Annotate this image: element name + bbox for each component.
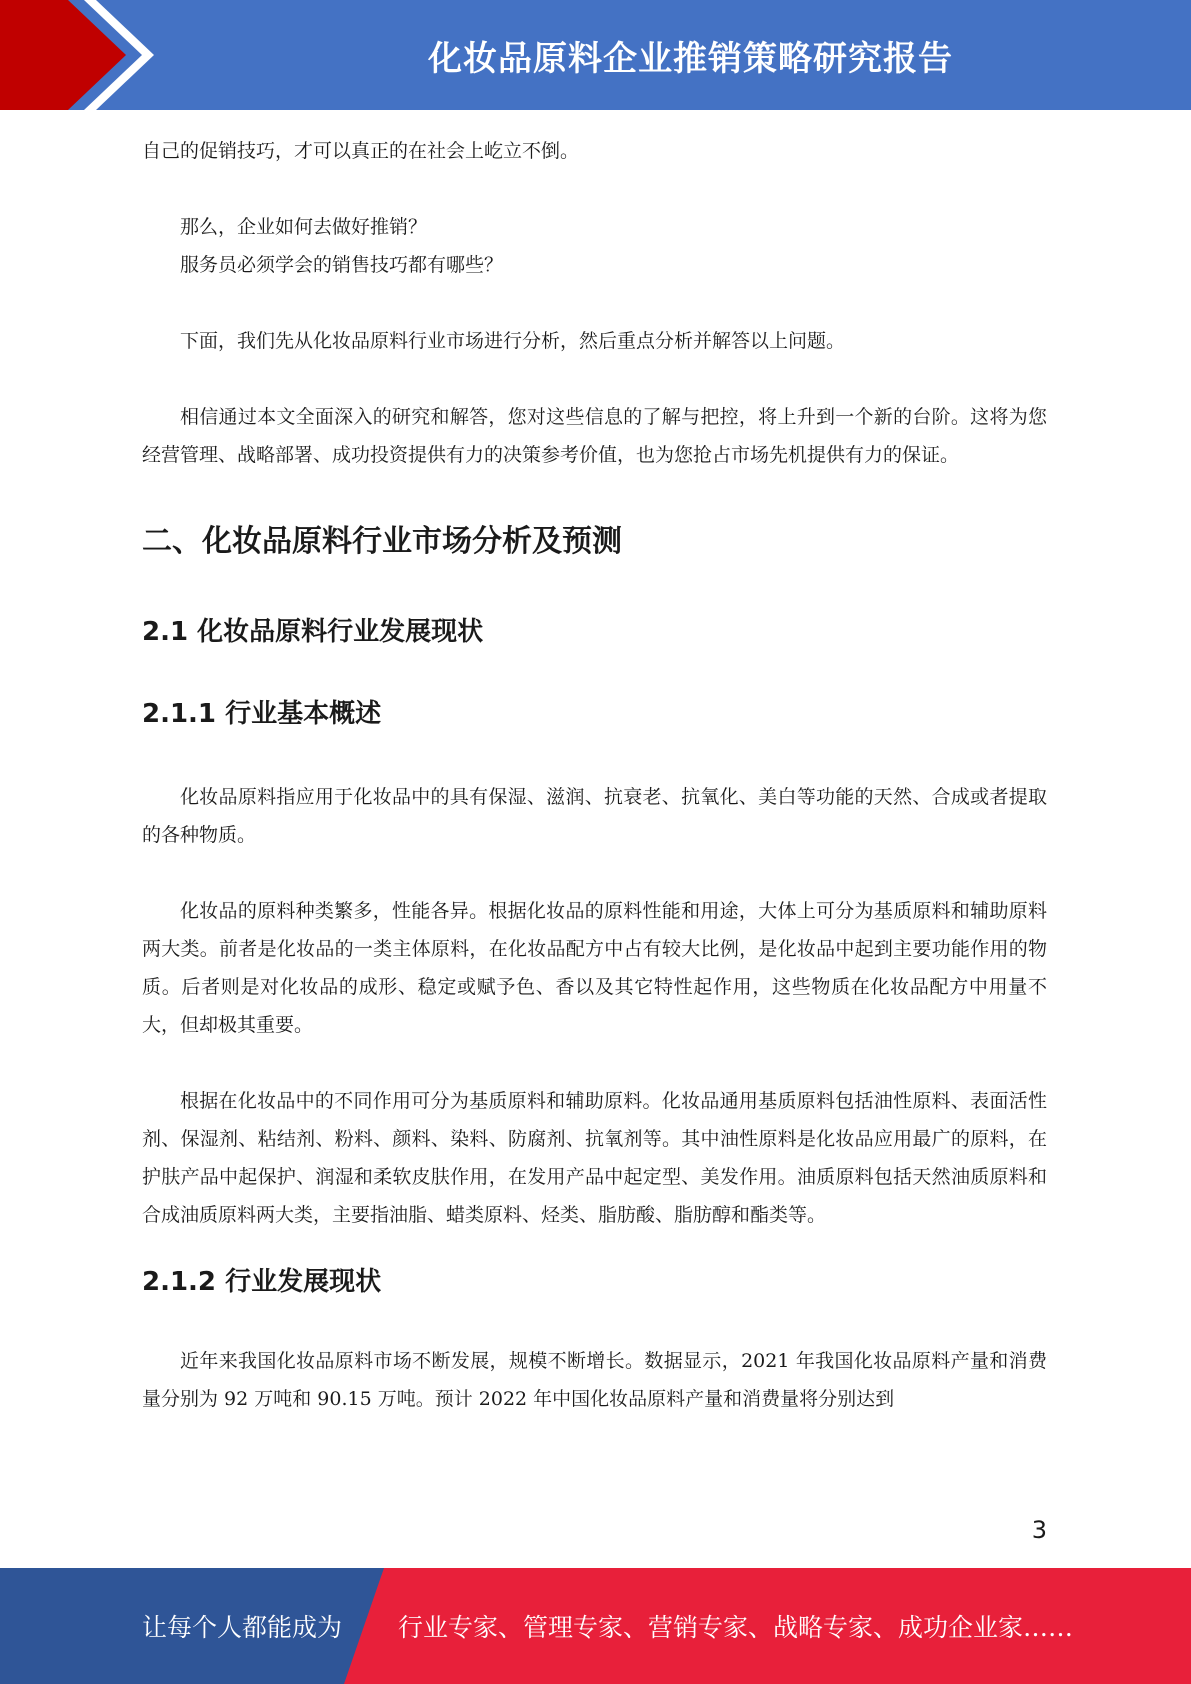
paragraph: 下面，我们先从化妆品原料行业市场进行分析，然后重点分析并解答以上问题。 [180,330,846,352]
document-body [142,132,1047,1418]
subsubsection-heading: 2.1.1 行业基本概述 [142,699,382,729]
paragraph: 服务员必须学会的销售技巧都有哪些？ [180,254,504,276]
paragraph: 相信通过本文全面深入的研究和解答，您对这些信息的了解与把控，将上升到一个新的台阶。这将为您经营管理、战略部署、成功投资提供有力的决策参考价值，也为您抢占市场先机提供有力的保证。 [142,406,1047,466]
paragraph: 根据在化妆品中的不同作用可分为基质原料和辅助原料。化妆品通用基质原料包括油性原料、表面活性剂、保湿剂、粘结剂、粉料、颜料、染料、防腐剂、抗氧剂等。其中油性原料是化妆品应用最广的原料，在护肤产品中起保护、润湿和柔软皮肤作用，在发用产品中起定型、美发作用。油质原料包括天然油质原料和合成油质原料两大类，主要指油脂、蜡类原料、烃类、脂肪酸、脂肪醇和酯类等。 [142,1090,1047,1226]
paragraph: 自己的促销技巧，才可以真正的在社会上屹立不倒。 [142,140,580,162]
paragraph: 那么，企业如何去做好推销？ [180,216,428,238]
subsubsection-heading: 2.1.2 行业发展现状 [142,1267,382,1297]
page-header [0,0,1191,110]
paragraph: 近年来我国化妆品原料市场不断发展，规模不断增长。数据显示，2021 年我国化妆品原料产量和消费量分别为 92 万吨和 90.15 万吨。预计 2022 年中国化妆品原料产量和消费量将分别达到 [142,1350,1047,1410]
footer-slogan-left: 让每个人都能成为 [142,1613,343,1642]
paragraph: 化妆品原料指应用于化妆品中的具有保湿、滋润、抗衰老、抗氧化、美白等功能的天然、合成或者提取的各种物质。 [142,786,1047,846]
report-title: 化妆品原料企业推销策略研究报告 [428,38,953,79]
footer-slogan-right: 行业专家、管理专家、营销专家、战略专家、成功企业家…… [398,1613,1074,1642]
page-number: 3 [1031,1516,1047,1544]
subsection-heading: 2.1 化妆品原料行业发展现状 [142,617,484,647]
paragraph: 化妆品的原料种类繁多，性能各异。根据化妆品的原料性能和用途，大体上可分为基质原料和辅助原料两大类。前者是化妆品的一类主体原料，在化妆品配方中占有较大比例，是化妆品中起到主要功能作用的物质。后者则是对化妆品的成形、稳定或赋予色、香以及其它特性起作用，这些物质在化妆品配方中用量不大，但却极其重要。 [142,900,1047,1036]
section-heading: 二、化妆品原料行业市场分析及预测 [142,524,622,559]
page-footer [0,1568,1191,1684]
